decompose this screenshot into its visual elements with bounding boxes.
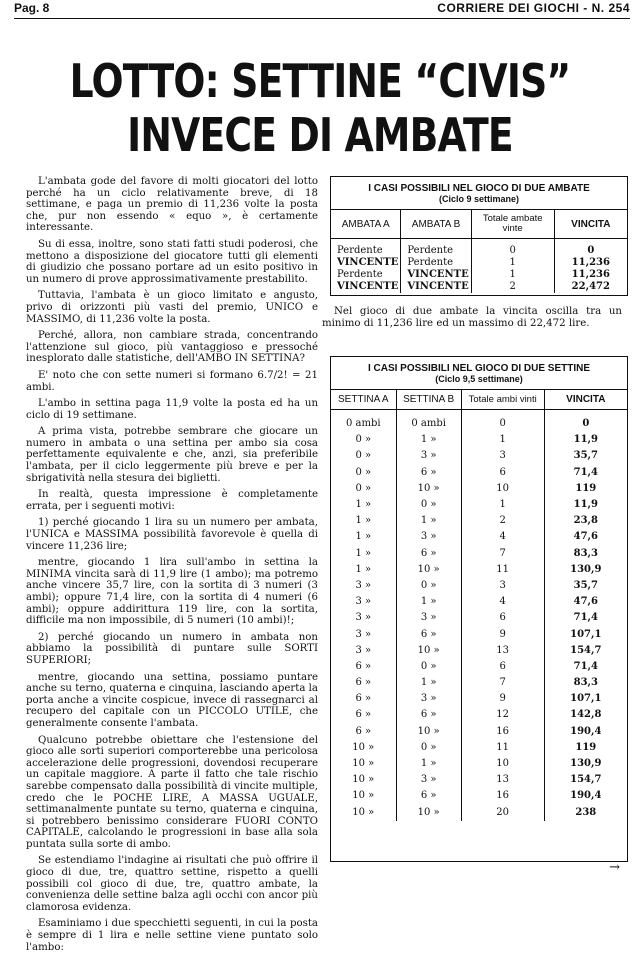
table-cell: 3 » xyxy=(331,610,396,626)
table-cell: 2 xyxy=(461,513,544,529)
table-row xyxy=(331,805,627,821)
magazine-title: CORRIERE DEI GIOCHI - N. 254 xyxy=(437,1,630,15)
headline-line-2: INVECE DI AMBATE xyxy=(127,108,513,162)
article-paragraph: A prima vista, potrebbe sembrare che giocare un numero in ambata o una settina per ambo sia cosa perfettamente equivalente e che, anzi, sia preferibile l'ambata, per il ciclo leggermente più breve e per la sbrigatività nella stesura dei biglietti. xyxy=(26,426,318,484)
table-row xyxy=(331,675,627,691)
article-paragraph: Esaminiamo i due specchietti seguenti, in cui la posta è sempre di 1 lira e nelle settine viene puntato solo l'ambo: xyxy=(26,918,318,953)
table-cell: 130,9 xyxy=(570,758,602,770)
table-cell: 0 » xyxy=(331,432,396,448)
table2-header: SETTINA A xyxy=(331,390,396,410)
table-cell: 13 xyxy=(461,643,544,659)
table-cell: 3 » xyxy=(396,529,461,545)
table-cell: 9 xyxy=(461,691,544,707)
table-cell: 130,9 xyxy=(570,563,602,575)
table-cell: 3 » xyxy=(331,594,396,610)
table2-header: Totale ambi vinti xyxy=(461,390,544,410)
table-row xyxy=(331,594,627,610)
table-cell: 3 » xyxy=(396,772,461,788)
table-cell: 3 » xyxy=(331,578,396,594)
table-cell: 6 » xyxy=(396,707,461,723)
continue-arrow: → xyxy=(609,860,620,875)
table-cell: 1 » xyxy=(331,513,396,529)
table1-header: Totale ambate vinte xyxy=(471,210,554,239)
table-cell: 0 xyxy=(471,239,554,258)
table-cell: 71,4 xyxy=(573,612,598,624)
article-paragraph: Se estendiamo l'indagine ai risultati che può offrire il gioco di due, tre, quattro settine, rispetto a quelli possibili col gioco di due, tre, quattro ambate, la convenienza delle settine balza agli occhi con ancor più clamorosa evidenza. xyxy=(26,855,318,913)
article-paragraph: Qualcuno potrebbe obiettare che l'estensione del gioco alle sorti superiori comporterebbe una pericolosa accelerazione delle progressioni, dovendosi recuperare un capitale maggiore. A parte il fatto che tale rischio sarebbe compensato dalla possibilità di vincite multiple, credo che le POCHE LIRE, A MASSA UGUALE, settimanalmente puntate su terno, quaterna e cinquina, si potrebbero benissimo considerare FUORI CONTO CAPITALE, calcolando le progressioni in base alla sola puntata sulla sorte di ambo. xyxy=(26,734,318,850)
table-cell: 83,3 xyxy=(573,547,598,559)
table1 xyxy=(331,209,627,293)
table-cell: 1 » xyxy=(331,546,396,562)
table-cell: 1 xyxy=(461,432,544,448)
table-cell: 142,8 xyxy=(570,709,602,721)
table-cell: 16 xyxy=(461,724,544,740)
table-two-settine xyxy=(330,356,628,862)
table-two-ambate xyxy=(330,176,628,296)
article-paragraph: L'ambo in settina paga 11,9 volte la posta ed ha un ciclo di 19 settimane. xyxy=(26,398,318,421)
table-cell: 35,7 xyxy=(573,579,598,591)
table-cell: 10 » xyxy=(396,562,461,578)
table-cell: 0 » xyxy=(396,659,461,675)
table-cell: 11,236 xyxy=(571,257,610,269)
table-cell: 7 xyxy=(461,675,544,691)
table-cell: Perdente xyxy=(331,239,401,258)
table-cell: 10 xyxy=(461,756,544,772)
table-cell: 3 xyxy=(461,448,544,464)
table-cell: 10 » xyxy=(331,772,396,788)
table-cell: 47,6 xyxy=(573,596,598,608)
table-row xyxy=(331,578,627,594)
table-cell: 6 » xyxy=(396,788,461,804)
table-row xyxy=(331,281,627,293)
table-cell: 3 » xyxy=(396,691,461,707)
table-cell: 1 » xyxy=(331,562,396,578)
table-cell: 6 » xyxy=(331,659,396,675)
table-cell: Perdente xyxy=(331,269,401,281)
table-cell: 3 xyxy=(461,578,544,594)
table-cell: 1 » xyxy=(396,756,461,772)
table1-header: AMBATA B xyxy=(401,210,471,239)
article-paragraph: 1) perché giocando 1 lira su un numero per ambata, l'UNICA e MASSIMA possibilità favorevole è quella di vincere 11,236 lire; xyxy=(26,517,318,552)
article-paragraph: mentre, giocando 1 lira sull'ambo in settina la MINIMA vincita sarà di 11,9 lire (1 ambo); ma potremo anche vincere 35,7 lire, con la sortita di 3 numeri (3 ambi); oppure 71,4 lire, con la sortita di 4 numeri (6 ambi); oppure addirittura 119 lire, con la sortita, difficile ma non impossibile, di 5 numeri (10 ambi)!; xyxy=(26,557,318,627)
table-cell: 119 xyxy=(575,741,597,753)
table-cell: 4 xyxy=(461,529,544,545)
table-cell: 6 » xyxy=(396,546,461,562)
table-cell: VINCENTE xyxy=(331,257,401,269)
table-cell: 1 » xyxy=(396,513,461,529)
table-cell: 107,1 xyxy=(570,693,602,705)
table-cell: 2 xyxy=(471,281,554,293)
table-cell: 11 xyxy=(461,740,544,756)
table-row xyxy=(331,772,627,788)
table-cell: 190,4 xyxy=(570,725,602,737)
table-cell: 154,7 xyxy=(570,774,602,786)
table-cell: 11,9 xyxy=(573,499,598,511)
table1-subtitle: (Ciclo 9 settimane) xyxy=(438,194,520,204)
table-cell: 13 xyxy=(461,772,544,788)
table-row xyxy=(331,659,627,675)
table-cell: 71,4 xyxy=(573,660,598,672)
article-paragraph: Su di essa, inoltre, sono stati fatti studi poderosi, che mettono a disposizione del giocatore tutti gli elementi di giudizio che possano portare ad un esito positivo in un numero di prove approssimativamente prestabilito. xyxy=(26,238,318,285)
table-cell: 238 xyxy=(575,806,597,818)
table-cell: 83,3 xyxy=(573,677,598,689)
table-cell: 3 » xyxy=(396,448,461,464)
table-cell: 3 » xyxy=(396,610,461,626)
table2-header: VINCITA xyxy=(544,390,627,410)
table-cell: 10 » xyxy=(396,805,461,821)
headline-line-1: LOTTO: SETTINE “CIVIS” xyxy=(69,54,571,108)
table-cell: 0 » xyxy=(331,448,396,464)
table-cell: 0 » xyxy=(331,481,396,497)
table-cell: 9 xyxy=(461,626,544,642)
article-paragraph: L'ambata gode del favore di molti giocatori del lotto perché ha un ciclo relativamente breve, di 18 settimane, e paga un premio di 11,236 volte la posta che, pur non essendo « equo », è certamente interessante. xyxy=(26,176,318,234)
table-cell: 16 xyxy=(461,788,544,804)
page-header xyxy=(14,0,630,19)
table-cell: 1 » xyxy=(331,497,396,513)
table-row xyxy=(331,239,627,258)
table-cell: 11,236 xyxy=(571,269,610,281)
table-cell: 0 ambi xyxy=(331,410,396,433)
table-row xyxy=(331,643,627,659)
table-cell: 0 » xyxy=(396,740,461,756)
table-cell: 6 » xyxy=(331,707,396,723)
table-cell: 10 » xyxy=(331,788,396,804)
table-row xyxy=(331,257,627,269)
table2-title: I CASI POSSIBILI NEL GIOCO DI DUE SETTINE xyxy=(367,363,591,374)
table-cell: 0 » xyxy=(396,497,461,513)
table-cell: 11,9 xyxy=(573,434,598,446)
table-row xyxy=(331,448,627,464)
ambate-note: Nel gioco di due ambate la vincita oscilla tra un minimo di 11,236 lire ed un massimo di 22,472 lire. xyxy=(322,306,622,329)
table-cell: 3 » xyxy=(331,643,396,659)
table-cell: 1 » xyxy=(331,529,396,545)
table-cell: 1 xyxy=(471,269,554,281)
table-cell: 23,8 xyxy=(573,515,598,527)
table-cell: 1 xyxy=(471,257,554,269)
table-row xyxy=(331,756,627,772)
table-cell: 10 xyxy=(461,481,544,497)
table-cell: 6 xyxy=(461,659,544,675)
table-cell: 1 » xyxy=(396,432,461,448)
table-row xyxy=(331,546,627,562)
table-row xyxy=(331,481,627,497)
headline xyxy=(58,54,583,162)
table-cell: 4 xyxy=(461,594,544,610)
table-row xyxy=(331,562,627,578)
table-cell: 12 xyxy=(461,707,544,723)
table-cell: 6 » xyxy=(331,675,396,691)
table-row xyxy=(331,269,627,281)
table-cell: 1 xyxy=(461,497,544,513)
article-paragraph: E' noto che con sette numeri si formano 6.7/2! = 21 ambi. xyxy=(26,369,318,393)
table-row xyxy=(331,788,627,804)
table-row xyxy=(331,626,627,642)
table-cell: 0 xyxy=(587,245,595,257)
table-cell: 10 » xyxy=(331,756,396,772)
table-cell: 11 xyxy=(461,562,544,578)
table-cell: 35,7 xyxy=(573,450,598,462)
table-cell: 0 » xyxy=(331,465,396,481)
table2 xyxy=(331,389,627,821)
table-cell: 10 » xyxy=(396,481,461,497)
table-cell: 6 » xyxy=(396,465,461,481)
table-row xyxy=(331,432,627,448)
table-cell: 71,4 xyxy=(573,466,598,478)
table-cell: 10 » xyxy=(396,643,461,659)
table-row xyxy=(331,529,627,545)
table-cell: 119 xyxy=(575,482,597,494)
table-cell: 6 » xyxy=(331,691,396,707)
page-number: Pag. 8 xyxy=(14,1,50,15)
table-cell: 0 » xyxy=(396,578,461,594)
table-cell: Perdente xyxy=(401,239,471,258)
table-cell: VINCENTE xyxy=(331,281,401,293)
table1-header: VINCITA xyxy=(554,210,627,239)
table-cell: 47,6 xyxy=(573,531,598,543)
table1-header: AMBATA A xyxy=(331,210,401,239)
table-cell: 22,472 xyxy=(571,281,610,293)
table-cell: 0 xyxy=(461,410,544,433)
table2-subtitle: (Ciclo 9,5 settimane) xyxy=(435,374,523,384)
table-cell: 3 » xyxy=(331,626,396,642)
article-paragraph: 2) perché giocando un numero in ambata non abbiamo la possibilità di puntare sulle SORTI SUPERIORI; xyxy=(26,631,318,666)
table-cell: 6 xyxy=(461,465,544,481)
table-cell: 10 » xyxy=(396,724,461,740)
table-row xyxy=(331,610,627,626)
table1-title: I CASI POSSIBILI NEL GIOCO DI DUE AMBATE xyxy=(368,183,590,194)
table-cell: 6 » xyxy=(331,724,396,740)
table-cell: 0 xyxy=(582,418,590,430)
table-cell: 0 ambi xyxy=(396,410,461,433)
article-paragraph: Perché, allora, non cambiare strada, concentrando l'attenzione sul gioco, più vantaggioso e pressoché inesplorato dalle statistiche, dell'AMBO IN SETTINA? xyxy=(26,330,318,365)
table-cell: 20 xyxy=(461,805,544,821)
table-cell: 154,7 xyxy=(570,644,602,656)
table-cell: 6 xyxy=(461,610,544,626)
table-row xyxy=(331,465,627,481)
table-cell: Perdente xyxy=(401,257,471,269)
article-paragraph: mentre, giocando una settina, possiamo puntare anche su terno, quaterna e cinquina, lasciando aperta la porta anche a vincite cospicue, invece di rassegnarci al recupero del capitale con un PICCOLO UTILE, che generalmente consente l'ambata. xyxy=(26,671,318,729)
table-cell: 1 » xyxy=(396,594,461,610)
table-row xyxy=(331,513,627,529)
table-cell: VINCENTE xyxy=(401,281,471,293)
table-cell: 10 » xyxy=(331,805,396,821)
table-cell: 1 » xyxy=(396,675,461,691)
table-row xyxy=(331,707,627,723)
article-body xyxy=(26,176,318,958)
table-row xyxy=(331,410,627,433)
table-cell: 107,1 xyxy=(570,628,602,640)
table2-header: SETTINA B xyxy=(396,390,461,410)
article-paragraph: In realtà, questa impressione è completamente errata, per i seguenti motivi: xyxy=(26,489,318,512)
table-cell: 10 » xyxy=(331,740,396,756)
table-row xyxy=(331,740,627,756)
table-cell: VINCENTE xyxy=(401,269,471,281)
table-row xyxy=(331,497,627,513)
article-paragraph: Tuttavia, l'ambata è un gioco limitato e angusto, privo di orizzonti più vasti del premio, UNICO e MASSIMO, di 11,236 volte la posta. xyxy=(26,290,318,325)
table-row xyxy=(331,691,627,707)
table-row xyxy=(331,724,627,740)
table-cell: 6 » xyxy=(396,626,461,642)
table-cell: 190,4 xyxy=(570,790,602,802)
table-cell: 7 xyxy=(461,546,544,562)
